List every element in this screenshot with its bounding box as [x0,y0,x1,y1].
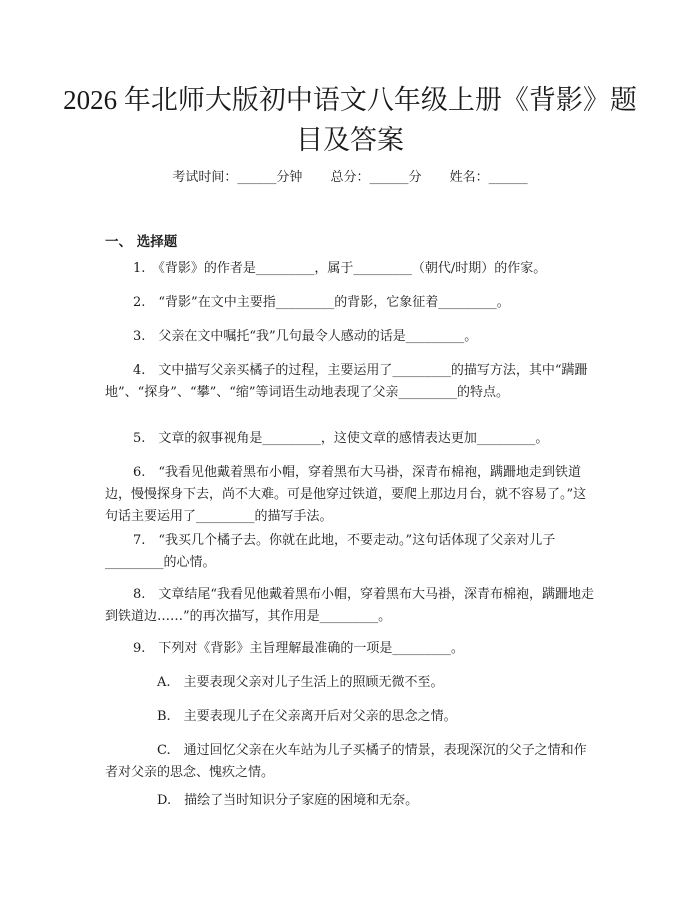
question-2: 2. “背影”在文中主要指_________的背影，它象征着_________。 [133,295,510,310]
question-5: 5. 文章的叙事视角是_________，这使文章的感情表达更加_________。 [133,431,549,446]
question-6: 6. “我看见他戴着黑布小帽，穿着黑布大马褂，深青布棉袍，蹒跚地走到铁道边，慢慢探身下去，尚不大难。可是他穿过铁道，要爬上那边月台，就不容易了。”这句话主要运用了_________的描写手法。 [105,465,587,524]
question-4: 4. 文中描写父亲买橘子的过程，主要运用了_________的描写方法，其中“蹒跚地”、“探身”、“攀”、“缩”等词语生动地表现了父亲_________的特点。 [105,363,588,400]
question-7: 7. “我买几个橘子去。你就在此地，不要走动。”这句话体现了父亲对儿子_________的心情。 [105,533,556,570]
question-1: 1. 《背影》的作者是_________，属于_________（朝代/时期）的作家。 [133,261,547,276]
option-a: A. 主要表现父亲对儿子生活上的照顾无微不至。 [157,675,444,690]
exam-time: 考试时间：______分钟 [172,170,303,185]
option-d: D. 描绘了当时知识分子家庭的困境和无奈。 [157,793,419,808]
question-8: 8. 文章结尾“我看见他戴着黑布小帽，穿着黑布大马褂，深青布棉袍，蹒跚地走到铁道边……”的再次描写，其作用是_________。 [105,587,595,624]
total-score: 总分：______分 [330,170,422,185]
question-9: 9. 下列对《背影》主旨理解最准确的一项是_________。 [133,641,464,656]
option-b: B. 主要表现儿子在父亲离开后对父亲的思念之情。 [157,709,457,724]
document-title: 2026 年北师大版初中语文八年级上册《背影》题目及答案 [63,85,637,155]
option-c: C. 通过回忆父亲在火车站为儿子买橘子的情景，表现深沉的父子之情和作者对父亲的思念、愧疚之情。 [105,743,587,780]
student-name: 姓名：______ [449,170,528,185]
question-3: 3. 父亲在文中嘱托“我”几句最令人感动的话是_________。 [133,329,478,344]
section-heading: 一、 选择题 [105,234,178,250]
exam-info [0,168,700,188]
